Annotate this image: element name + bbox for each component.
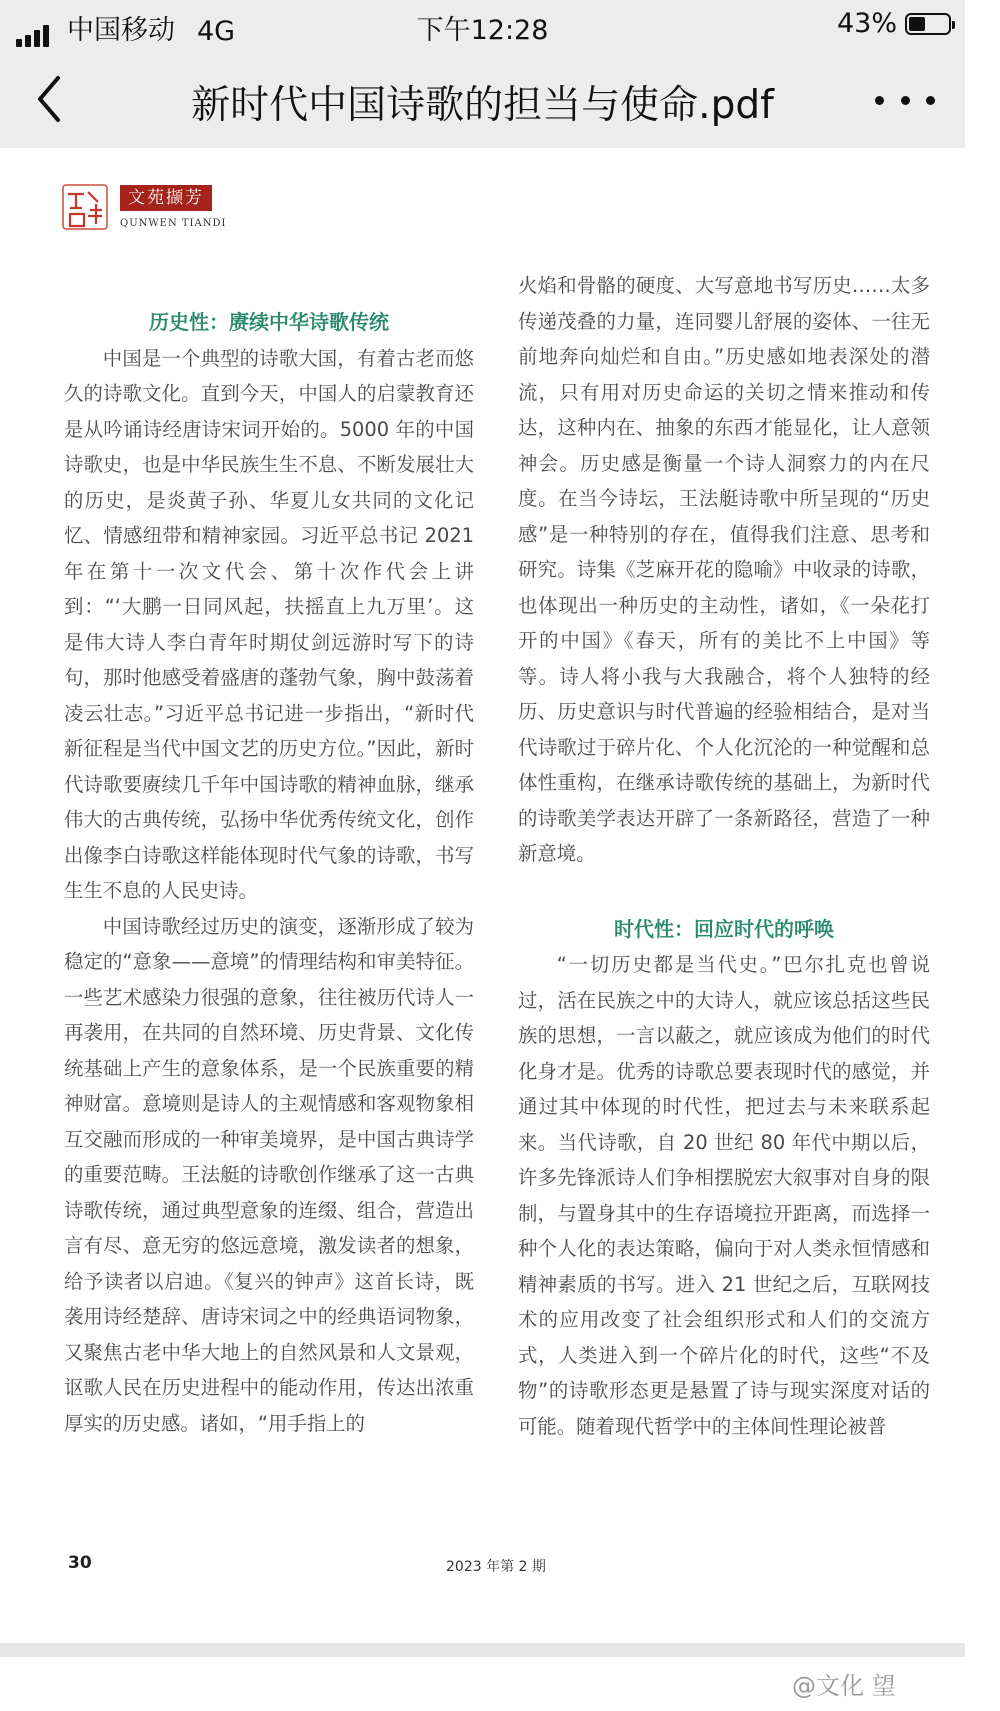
section-heading-history: 历史性：赓续中华诗歌传统 <box>149 310 389 334</box>
nav-bar <box>0 50 965 148</box>
section-subtitle: QUNWEN TIANDI <box>120 218 227 229</box>
battery-percent: 43% <box>836 8 897 39</box>
more-dot <box>926 96 935 105</box>
status-bar <box>0 0 965 50</box>
paragraph: 中国诗歌经过历史的演变，逐渐形成了较为稳定的“意象——意境”的情理结构和审美特征。一些艺术感染力很强的意象，往往被历代诗人一再袭用，在共同的自然环境、历史背景、文化传统基础上产生的意象体系，是一个民族重要的精神财富。意境则是诗人的主观情感和客观物象相互交融而形成的一种审美境界，是中国古典诗学的重要范畴。王法艇的诗歌创作继承了这一古典诗歌传统，通过典型意象的连缀、组合，营造出言有尽、意无穷的悠远意境，激发读者的想象，给予读者以启迪。《复兴的钟声》这首长诗，既袭用诗经楚辞、唐诗宋词之中的经典语词物象，又聚焦古老中华大地上的自然风景和人文景观，讴歌人民在历史进程中的能动作用，传达出浓重厚实的历史感。诸如，“用手指上的 <box>64 914 474 1435</box>
carrier-label: 中国移动 <box>67 15 175 46</box>
more-button[interactable] <box>875 80 935 120</box>
section-heading-era: 时代性：回应时代的呼唤 <box>614 916 834 941</box>
status-right <box>837 8 951 39</box>
viewer-bottom-bar <box>0 1643 965 1657</box>
back-button[interactable] <box>30 72 70 126</box>
network-label: 4G <box>197 16 236 47</box>
spacer <box>518 872 930 912</box>
paragraph: 中国是一个典型的诗歌大国，有着古老而悠久的诗歌文化。直到今天，中国人的启蒙教育还是从吟诵诗经唐诗宋词开始的。5000 年的中国诗歌史，也是中华民族生生不息、不断发展壮大的历史，是炎黄子孙、华夏儿女共同的文化记忆、情感纽带和精神家园。习近平总书记 2021 年在第十一次文代会、第十次作代会上讲到：“‘大鹏一日同风起，扶摇直上九万里’。这是伟大诗人李白青年时期仗剑远游时写下的诗句，那时他感受着盛唐的蓬勃气象，胸中鼓荡着凌云壮志。”习近平总书记进一步指出，“新时代新征程是当代中国文艺的历史方位。”因此，新时代诗歌要赓续几千年中国诗歌的精神血脉，继承伟大的古典传统，弘扬中华优秀传统文化，创作出像李白诗歌这样能体现时代气象的诗歌，书写生生不息的人民史诗。 <box>64 346 474 902</box>
battery-level <box>909 17 925 31</box>
section-tag: 文苑撷芳 <box>120 185 212 211</box>
document-title: 新时代中国诗歌的担当与使命.pdf <box>191 83 774 128</box>
more-dots-icon <box>875 96 884 105</box>
article-right-column <box>518 268 930 1444</box>
battery-icon <box>905 13 951 35</box>
clock: 下午12:28 <box>416 15 549 46</box>
chevron-left-icon <box>30 72 70 126</box>
paragraph: “一切历史都是当代史。”巴尔扎克也曾说过，活在民族之中的大诗人，就应该总括这些民族的思想，一言以蔽之，就应该成为他们的时代化身才是。优秀的诗歌总要表现时代的感觉，并通过其中体现的时代性，把过去与未来联系起来。当代诗歌，自 20 世纪 80 年代中期以后，许多先锋派诗人们争相摆脱宏大叙事对自身的限制，与置身其中的生存语境拉开距离，而选择一种个人化的表达策略，偏向于对人类永恒情感和精神素质的书写。进入 21 世纪之后，互联网技术的应用改变了社会组织形式和人们的交流方式，人类进入到一个碎片化的时代，这些“不及物”的诗歌形态更是悬置了诗与现实深度对话的可能。随着现代哲学中的主体间性理论被普 <box>518 953 930 1438</box>
paragraph-continued: 火焰和骨骼的硬度、大写意地书写历史……太多传递茂叠的力量，连同婴儿舒展的姿体、一往无前地奔向灿烂和自由。”历史感如地表深处的潜流，只有用对历史命运的关切之情来推动和传达，这种内在、抽象的东西才能显化，让人意领神会。历史感是衡量一个诗人洞察力的内在尺度。在当今诗坛，王法艇诗歌中所呈现的“历史感”是一种特别的存在，值得我们注意、思考和研究。诗集《芝麻开花的隐喻》中收录的诗歌，也体现出一种历史的主动性，诸如，《一朵花打开的中国》《春天，所有的美比不上中国》等等。诗人将小我与大我融合，将个人独特的经历、历史意识与时代普遍的经验相结合，是对当代诗歌过于碎片化、个人化沉沦的一种觉醒和总体性重构，在继承诗歌传统的基础上，为新时代的诗歌美学表达开辟了一条新路径，营造了一种新意境。 <box>518 274 930 865</box>
article-left-column <box>64 305 474 1441</box>
issue-label: 2023 年第 2 期 <box>446 1559 546 1575</box>
qunwen-logo-icon <box>62 184 108 230</box>
more-dot <box>901 96 910 105</box>
page-margin-strip <box>965 0 1000 1711</box>
page-number: 30 <box>68 1553 92 1573</box>
watermark: @文化 望 <box>792 1672 896 1700</box>
